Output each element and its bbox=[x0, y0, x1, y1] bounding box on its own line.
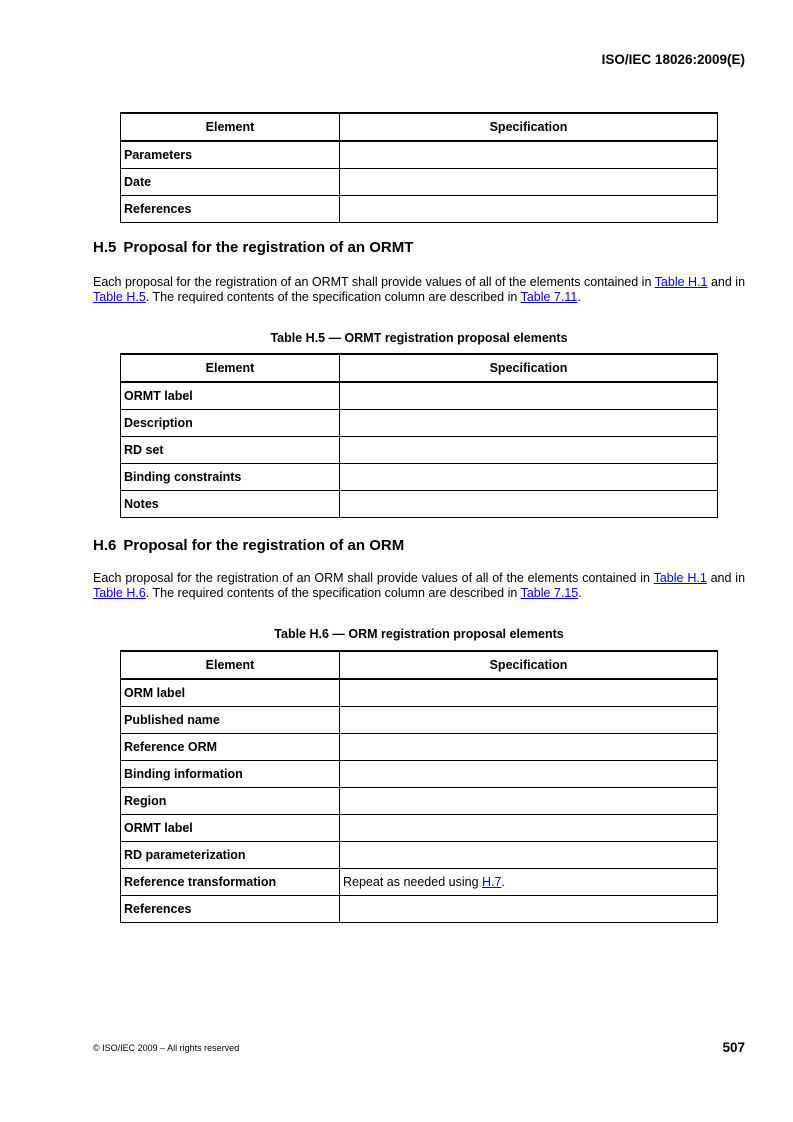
table-row bbox=[121, 869, 718, 896]
section-number: H.6 bbox=[93, 537, 117, 554]
specification-cell bbox=[340, 896, 718, 923]
table-row bbox=[121, 169, 718, 196]
element-cell: References bbox=[121, 896, 340, 923]
specification-cell bbox=[340, 464, 718, 491]
table-row bbox=[121, 842, 718, 869]
page-header-standard-id: ISO/IEC 18026:2009(E) bbox=[601, 52, 745, 67]
table-row bbox=[121, 382, 718, 410]
table-header-row bbox=[121, 113, 718, 141]
table-row bbox=[121, 410, 718, 437]
spec-text: Repeat as needed using bbox=[343, 875, 482, 889]
element-cell: Notes bbox=[121, 491, 340, 518]
element-cell: Description bbox=[121, 410, 340, 437]
column-header-specification: Specification bbox=[340, 354, 718, 382]
element-cell: Binding information bbox=[121, 761, 340, 788]
footer-page-number: 507 bbox=[722, 1040, 745, 1055]
element-cell: Parameters bbox=[121, 141, 340, 169]
paragraph-h5 bbox=[93, 275, 745, 304]
table-row bbox=[121, 734, 718, 761]
table-row bbox=[121, 679, 718, 707]
link-table-h1[interactable]: Table H.1 bbox=[654, 275, 708, 289]
table-row bbox=[121, 788, 718, 815]
specification-cell bbox=[340, 707, 718, 734]
footer-copyright: © ISO/IEC 2009 – All rights reserved bbox=[93, 1043, 240, 1053]
element-cell: ORMT label bbox=[121, 815, 340, 842]
section-title-h6 bbox=[93, 537, 404, 554]
element-cell: Reference ORM bbox=[121, 734, 340, 761]
paragraph-h6 bbox=[93, 571, 745, 600]
table-row bbox=[121, 896, 718, 923]
table-row bbox=[121, 196, 718, 223]
link-table-h5[interactable]: Table H.5 bbox=[93, 289, 146, 304]
paragraph-text: and in bbox=[706, 571, 746, 585]
element-cell: References bbox=[121, 196, 340, 223]
table-row bbox=[121, 491, 718, 518]
specification-cell bbox=[340, 869, 718, 896]
section-heading: Proposal for the registration of an ORMT bbox=[123, 239, 414, 256]
specification-cell bbox=[340, 437, 718, 464]
specification-cell bbox=[340, 141, 718, 169]
specification-cell bbox=[340, 734, 718, 761]
column-header-specification: Specification bbox=[340, 113, 718, 141]
table-h6 bbox=[120, 650, 718, 923]
element-cell: Reference transformation bbox=[121, 869, 340, 896]
element-cell: Region bbox=[121, 788, 340, 815]
specification-cell bbox=[340, 761, 718, 788]
spec-text: . bbox=[501, 875, 505, 889]
element-cell: RD set bbox=[121, 437, 340, 464]
specification-cell bbox=[340, 815, 718, 842]
column-header-specification: Specification bbox=[340, 651, 718, 679]
link-table-7-11[interactable]: Table 7.11 bbox=[520, 289, 578, 304]
table-row bbox=[121, 707, 718, 734]
specification-cell bbox=[340, 788, 718, 815]
section-title-h5 bbox=[93, 239, 413, 256]
paragraph-text: . The required contents of the specification column are described in bbox=[145, 289, 521, 304]
element-cell: ORM label bbox=[121, 679, 340, 707]
link-table-7-15[interactable]: Table 7.15 bbox=[520, 585, 579, 600]
table-header-row bbox=[121, 651, 718, 679]
table-continuation bbox=[120, 112, 718, 223]
paragraph-text: . bbox=[578, 585, 582, 600]
table-caption-h5: Table H.5 — ORMT registration proposal elements bbox=[270, 331, 568, 345]
table-row bbox=[121, 761, 718, 788]
specification-cell bbox=[340, 196, 718, 223]
element-cell: Binding constraints bbox=[121, 464, 340, 491]
paragraph-text: Each proposal for the registration of an ORMT shall provide values of all of the elements contained in bbox=[93, 275, 655, 289]
paragraph-text: . The required contents of the specification column are described in bbox=[145, 585, 521, 600]
specification-cell bbox=[340, 169, 718, 196]
paragraph-text: and in bbox=[707, 275, 746, 289]
table-h5 bbox=[120, 353, 718, 518]
paragraph-text: . bbox=[577, 289, 581, 304]
specification-cell bbox=[340, 410, 718, 437]
column-header-element: Element bbox=[121, 354, 340, 382]
element-cell: Published name bbox=[121, 707, 340, 734]
paragraph-text: Each proposal for the registration of an ORM shall provide values of all of the elements contained in bbox=[93, 571, 654, 585]
table-row bbox=[121, 437, 718, 464]
table-row bbox=[121, 464, 718, 491]
table-header-row bbox=[121, 354, 718, 382]
specification-cell bbox=[340, 491, 718, 518]
column-header-element: Element bbox=[121, 651, 340, 679]
specification-cell bbox=[340, 382, 718, 410]
table-caption-h6: Table H.6 — ORM registration proposal elements bbox=[274, 627, 564, 641]
link-h7[interactable]: H.7 bbox=[482, 875, 502, 889]
specification-cell bbox=[340, 679, 718, 707]
element-cell: ORMT label bbox=[121, 382, 340, 410]
link-table-h6[interactable]: Table H.6 bbox=[93, 585, 146, 600]
column-header-element: Element bbox=[121, 113, 340, 141]
section-number: H.5 bbox=[93, 239, 117, 256]
table-row bbox=[121, 815, 718, 842]
specification-cell bbox=[340, 842, 718, 869]
link-table-h1[interactable]: Table H.1 bbox=[653, 571, 707, 585]
element-cell: Date bbox=[121, 169, 340, 196]
section-heading: Proposal for the registration of an ORM bbox=[123, 537, 405, 554]
table-row bbox=[121, 141, 718, 169]
element-cell: RD parameterization bbox=[121, 842, 340, 869]
